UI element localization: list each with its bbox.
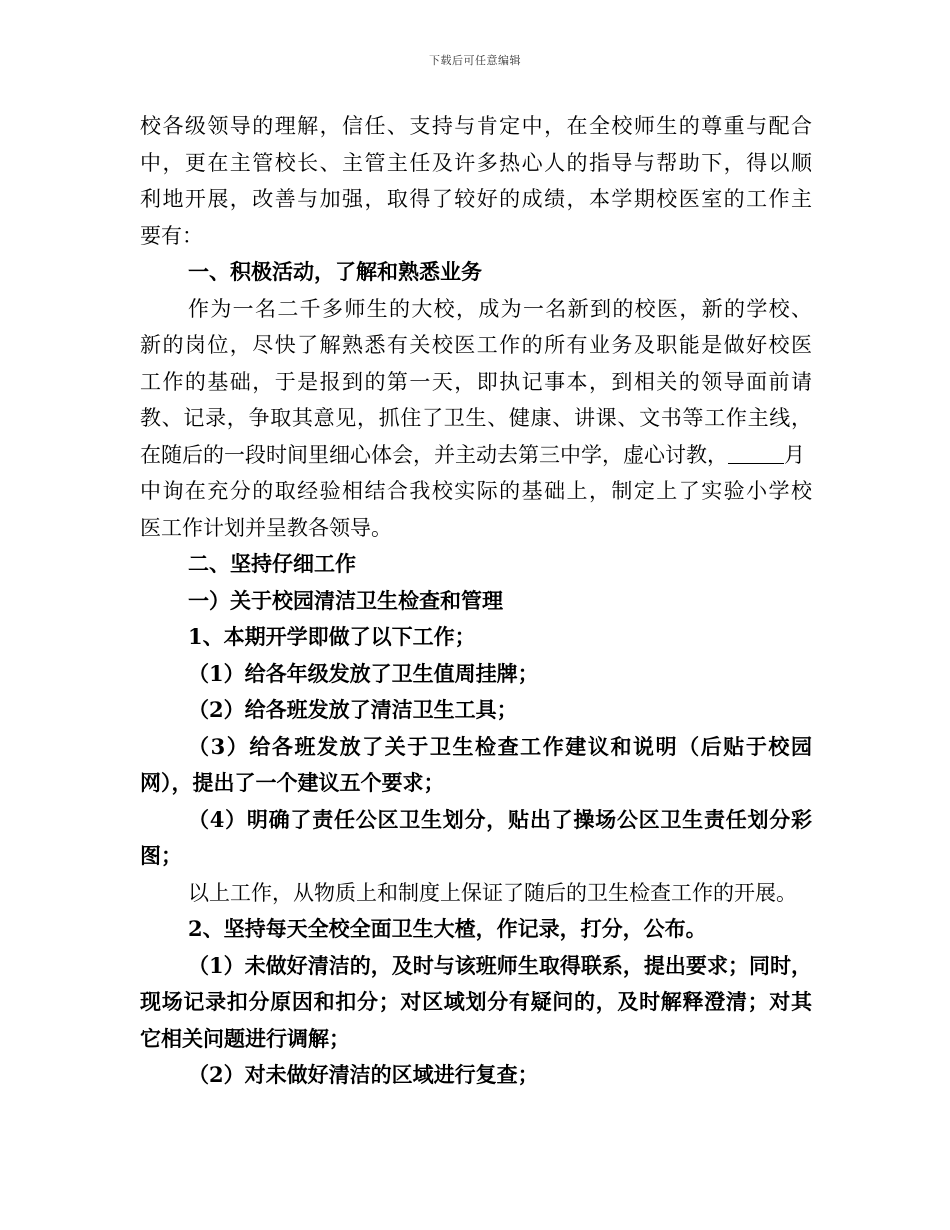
paragraph-line: 利地开展，改善与加强，取得了较好的成绩，本学期校医室的工作主 (140, 187, 812, 211)
paragraph-line: 中询在充分的取经验相结合我校实际的基础上，制定上了实验小学校 (140, 479, 812, 503)
paragraph-line (140, 437, 812, 474)
page-header: 下载后可任意编辑 (429, 54, 521, 67)
list-item: （3）给各班发放了关于卫生检查工作建议和说明（后贴于校园 (188, 733, 812, 759)
list-item: 图； (140, 843, 182, 868)
paragraph-line: 医工作计划并呈教各领导。 (140, 515, 392, 540)
section-heading: 二、坚持仔细工作 (188, 551, 356, 576)
list-item: （2）给各班发放了清洁卫生工具； (188, 697, 518, 722)
paragraph-line: 新的岗位，尽快了解熟悉有关校医工作的所有业务及职能是做好校医 (140, 333, 812, 357)
fill-in-blank (728, 443, 784, 464)
paragraph-text: 月 (784, 442, 805, 467)
list-item: （2）对未做好清洁的区域进行复查； (188, 1062, 539, 1087)
list-item: （1）未做好清洁的，及时与该班师生取得联系，提出要求；同时， (188, 952, 812, 978)
paragraph-line: 中，更在主管校长、主管主任及许多热心人的指导与帮助下，得以顺 (140, 150, 812, 175)
list-item: （4）明确了责任公区卫生划分，贴出了操场公区卫生责任划分彩 (188, 806, 812, 832)
list-item: 它相关问题进行调解； (140, 1025, 350, 1051)
section-heading: 一、积极活动，了解和熟悉业务 (188, 259, 482, 284)
document-body (140, 108, 812, 1094)
paragraph-line: 工作的基础，于是报到的第一天，即执记事本，到相关的领导面前请 (140, 369, 812, 394)
list-item: 1、本期开学即做了以下工作； (188, 624, 476, 649)
paragraph-line: 要有： (140, 223, 203, 248)
subsection-heading: 一）关于校园清洁卫生检查和管理 (188, 587, 503, 613)
list-item: （1）给各年级发放了卫生值周挂牌； (188, 660, 539, 686)
paragraph-line: 以上工作，从物质上和制度上保证了随后的卫生检查工作的开展。 (188, 880, 797, 905)
list-item: 现场记录扣分原因和扣分；对区域划分有疑问的，及时解释澄清；对其 (140, 989, 812, 1014)
paragraph-line: 教、记录，争取其意见，抓住了卫生、健康、讲课、文书等工作主线， (140, 406, 812, 430)
paragraph-text: 在随后的一段时间里细心体会，并主动去第三中学，虚心讨教， (140, 442, 728, 467)
list-item: 网），提出了一个建议五个要求； (140, 770, 445, 795)
paragraph-line: 作为一名二千多师生的大校，成为一名新到的校医，新的学校、 (188, 296, 812, 321)
list-item: 2、坚持每天全校全面卫生大楂，作记录，打分，公布。 (188, 916, 707, 941)
paragraph-line: 校各级领导的理解，信任、支持与肯定中，在全校师生的尊重与配合 (140, 114, 812, 138)
